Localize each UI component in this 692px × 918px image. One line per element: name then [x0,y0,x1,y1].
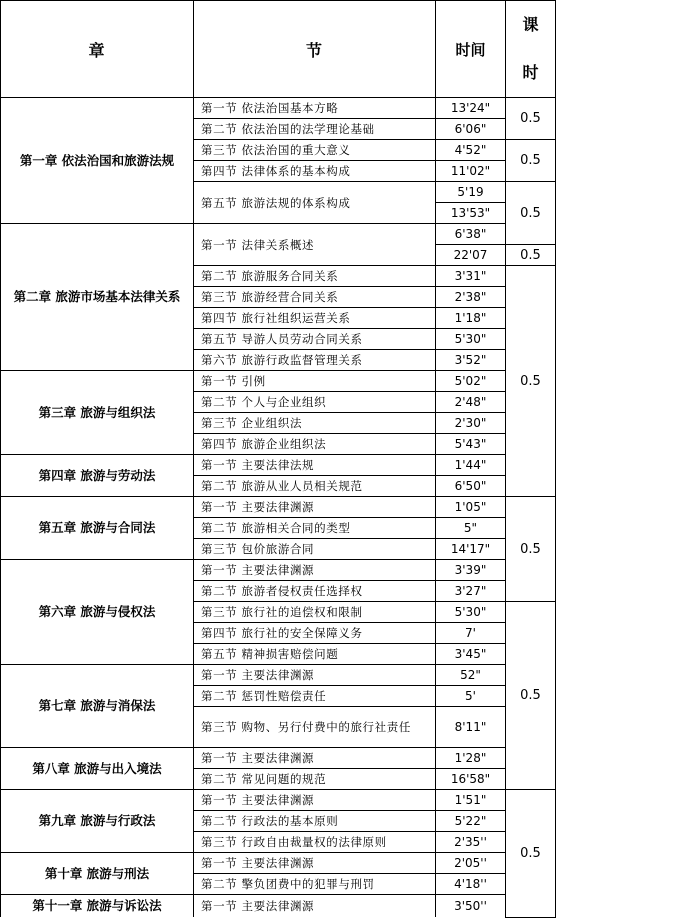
time-cell: 4'52" [436,140,506,161]
chapter-1-cell: 第一章 依法治国和旅游法规 [1,98,194,224]
time-cell: 5'19 [436,182,506,203]
header-hours [506,1,556,98]
section-cell: 第三节 行政自由裁量权的法律原则 [194,832,436,853]
hours-cell: 0.5 [506,790,556,918]
section-cell: 第一节 引例 [194,371,436,392]
section-cell: 第五节 旅游法规的体系构成 [194,182,436,224]
chapter-2-cell: 第二章 旅游市场基本法律关系 [1,224,194,371]
hours-cell: 0.5 [506,245,556,266]
time-cell: 16'58" [436,769,506,790]
chapter-8-cell: 第八章 旅游与出入境法 [1,748,194,790]
section-cell: 第一节 依法治国基本方略 [194,98,436,119]
time-cell: 8'11" [436,707,506,748]
chapter-9-cell: 第九章 旅游与行政法 [1,790,194,853]
section-cell: 第二节 旅游服务合同关系 [194,266,436,287]
time-cell: 7' [436,623,506,644]
time-cell: 5'30" [436,329,506,350]
chapter-5-cell: 第五章 旅游与合同法 [1,497,194,560]
section-cell: 第一节 主要法律渊源 [194,790,436,811]
time-cell: 14'17" [436,539,506,560]
table-row [1,371,556,392]
section-cell: 第二节 旅游相关合同的类型 [194,518,436,539]
section-cell: 第一节 主要法律渊源 [194,853,436,874]
table-row [1,748,556,769]
section-cell: 第二节 个人与企业组织 [194,392,436,413]
time-cell: 2'05'' [436,853,506,874]
time-cell: 3'52" [436,350,506,371]
section-cell: 第三节 企业组织法 [194,413,436,434]
section-cell: 第三节 旅游经营合同关系 [194,287,436,308]
time-cell: 6'06" [436,119,506,140]
chapter-11-cell: 第十一章 旅游与诉讼法 [1,895,194,918]
section-cell: 第二节 旅游者侵权责任选择权 [194,581,436,602]
time-cell: 3'45" [436,644,506,665]
chapter-7-cell: 第七章 旅游与消保法 [1,665,194,748]
time-cell: 5'43" [436,434,506,455]
hours-cell: 0.5 [506,602,556,790]
section-cell: 第二节 擎负团费中的犯罪与刑罚 [194,874,436,895]
header-section: 节 [194,1,436,98]
hours-cell: 0.5 [506,140,556,182]
table-row [1,224,556,245]
table-row [1,853,556,874]
table-row [1,665,556,686]
time-cell: 6'50" [436,476,506,497]
table-row [1,790,556,811]
section-cell: 第二节 行政法的基本原则 [194,811,436,832]
time-cell: 1'51" [436,790,506,811]
section-cell: 第四节 法律体系的基本构成 [194,161,436,182]
section-cell: 第二节 旅游从业人员相关规范 [194,476,436,497]
section-cell: 第三节 包价旅游合同 [194,539,436,560]
chapter-6-cell: 第六章 旅游与侵权法 [1,560,194,665]
time-cell: 2'35'' [436,832,506,853]
time-cell: 3'50'' [436,895,506,918]
table-row [1,455,556,476]
table-row [1,560,556,581]
hours-cell: 0.5 [506,98,556,140]
section-cell: 第五节 导游人员劳动合同关系 [194,329,436,350]
time-cell: 5" [436,518,506,539]
header-hours-line-1: 课 [522,15,539,34]
section-cell: 第一节 主要法律渊源 [194,748,436,769]
chapter-3-cell: 第三章 旅游与组织法 [1,371,194,455]
section-cell: 第三节 购物、另行付费中的旅行社责任 [194,707,436,748]
section-cell: 第三节 依法治国的重大意义 [194,140,436,161]
time-cell: 2'30" [436,413,506,434]
chapter-10-cell: 第十章 旅游与刑法 [1,853,194,895]
time-cell: 6'38" [436,224,506,245]
hours-cell: 0.5 [506,182,556,245]
time-cell: 11'02" [436,161,506,182]
time-cell: 5'02" [436,371,506,392]
chapter-4-cell: 第四章 旅游与劳动法 [1,455,194,497]
section-cell: 第四节 旅行社组织运营关系 [194,308,436,329]
section-cell: 第四节 旅游企业组织法 [194,434,436,455]
time-cell: 22'07 [436,245,506,266]
time-cell: 4'18'' [436,874,506,895]
header-row [1,1,556,98]
section-cell: 第一节 主要法律渊源 [194,497,436,518]
time-cell: 5'30" [436,602,506,623]
time-cell: 1'18" [436,308,506,329]
section-cell: 第一节 主要法律法规 [194,455,436,476]
section-cell: 第二节 惩罚性赔偿责任 [194,686,436,707]
table-row [1,497,556,518]
time-cell: 1'05" [436,497,506,518]
section-cell: 第二节 常见问题的规范 [194,769,436,790]
section-cell: 第六节 旅游行政监督管理关系 [194,350,436,371]
section-cell: 第四节 旅行社的安全保障义务 [194,623,436,644]
time-cell: 2'38" [436,287,506,308]
header-chapter: 章 [1,1,194,98]
hours-cell: 0.5 [506,266,556,497]
header-hours-line-2: 时 [522,63,539,82]
header-time: 时间 [436,1,506,98]
time-cell: 3'31" [436,266,506,287]
time-cell: 1'44" [436,455,506,476]
time-cell: 13'53" [436,203,506,224]
section-cell: 第三节 旅行社的追偿权和限制 [194,602,436,623]
section-cell: 第二节 依法治国的法学理论基础 [194,119,436,140]
section-cell: 第一节 主要法律渊源 [194,665,436,686]
hours-cell: 0.5 [506,497,556,602]
time-cell: 3'39" [436,560,506,581]
time-cell: 5' [436,686,506,707]
table-row [1,98,556,119]
section-cell: 第五节 精神损害赔偿问题 [194,644,436,665]
section-cell: 第一节 主要法律渊源 [194,895,436,918]
time-cell: 3'27" [436,581,506,602]
section-cell: 第一节 法律关系概述 [194,224,436,266]
time-cell: 52" [436,665,506,686]
section-cell: 第一节 主要法律渊源 [194,560,436,581]
time-cell: 5'22" [436,811,506,832]
time-cell: 1'28" [436,748,506,769]
time-cell: 2'48" [436,392,506,413]
time-cell: 13'24" [436,98,506,119]
